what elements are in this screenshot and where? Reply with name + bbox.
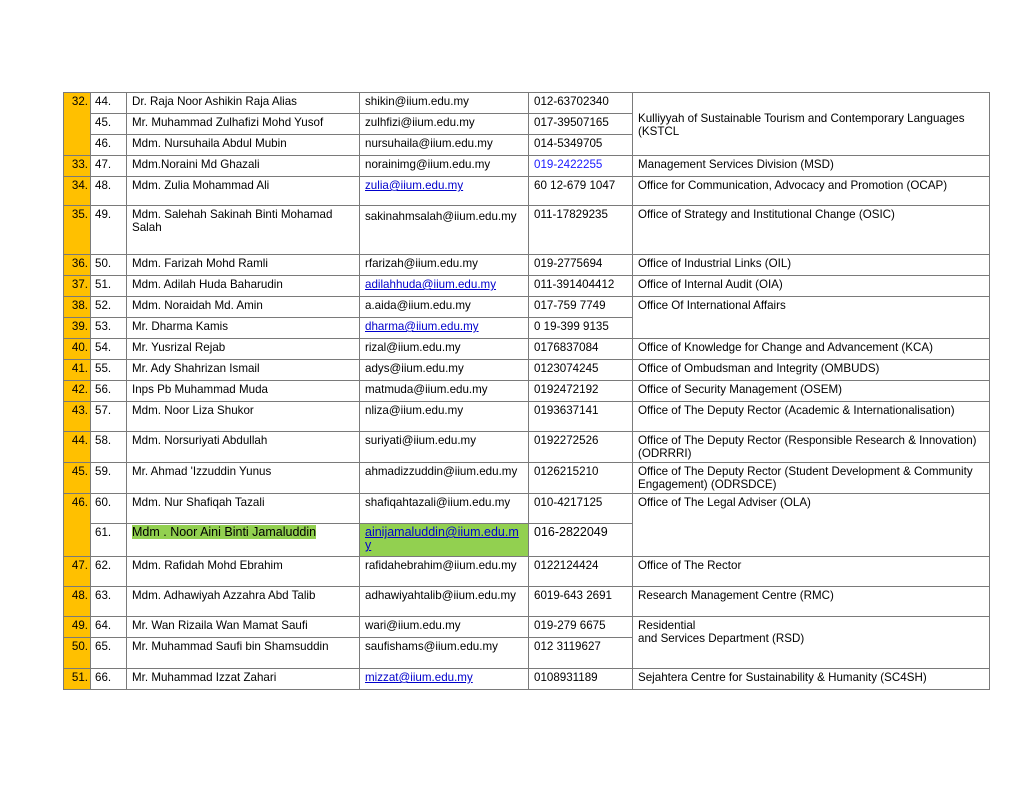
staff-name: Mdm. Norsuriyati Abdullah [127,432,360,463]
table-row [64,255,990,276]
table-row [64,93,990,114]
staff-name: Mdm. Farizah Mohd Ramli [127,255,360,276]
email[interactable]: rafidahebrahim@iium.edu.my [360,557,529,587]
group-number: 32. [64,93,91,156]
row-number: 51. [91,276,127,297]
staff-name: Mdm. Noor Liza Shukor [127,402,360,432]
staff-name: Mdm. Rafidah Mohd Ebrahim [127,557,360,587]
email[interactable] [360,276,529,297]
phone: 011-17829235 [529,206,633,255]
phone: 0126215210 [529,463,633,494]
table-row [64,206,990,255]
staff-name: Mr. Muhammad Izzat Zahari [127,669,360,690]
email-link[interactable]: adilahhuda@iium.edu.my [365,278,497,291]
group-number: 35. [64,206,91,255]
email[interactable] [360,524,529,557]
staff-name: Mdm. Noraidah Md. Amin [127,297,360,318]
staff-name: Mdm. Adhawiyah Azzahra Abd Talib [127,587,360,617]
email[interactable]: suriyati@iium.edu.my [360,432,529,463]
department: Management Services Division (MSD) [633,156,990,177]
phone: 017-759 7749 [529,297,633,318]
staff-contact-table [63,92,990,690]
email[interactable]: rfarizah@iium.edu.my [360,255,529,276]
phone: 0193637141 [529,402,633,432]
department: Residential and Services Department (RSD) [633,617,990,669]
row-number: 58. [91,432,127,463]
department: Office of The Deputy Rector (Responsible Research & Innovation) (ODRRRI) [633,432,990,463]
table-row [64,463,990,494]
group-number: 51. [64,669,91,690]
table-row [64,587,990,617]
email[interactable]: ahmadizzuddin@iium.edu.my [360,463,529,494]
email[interactable] [360,669,529,690]
group-number: 38. [64,297,91,318]
table-row [64,494,990,524]
phone: 019-279 6675 [529,617,633,638]
group-number: 43. [64,402,91,432]
group-number: 34. [64,177,91,206]
staff-name: Mr. Muhammad Saufi bin Shamsuddin [127,638,360,669]
row-number: 47. [91,156,127,177]
row-number: 63. [91,587,127,617]
row-number: 66. [91,669,127,690]
email[interactable]: sakinahmsalah@iium.edu.my [360,206,529,255]
group-number: 33. [64,156,91,177]
group-number: 48. [64,587,91,617]
staff-name: Mr. Yusrizal Rejab [127,339,360,360]
group-number: 37. [64,276,91,297]
highlighted-name: Mdm . Noor Aini Binti Jamaluddin [132,525,317,539]
table-row [64,360,990,381]
phone: 0192472192 [529,381,633,402]
row-number: 50. [91,255,127,276]
phone: 0122124424 [529,557,633,587]
group-number: 46. [64,494,91,557]
phone: 019-2422255 [529,156,633,177]
phone: 012 3119627 [529,638,633,669]
phone: 012-63702340 [529,93,633,114]
email[interactable]: adys@iium.edu.my [360,360,529,381]
row-number: 49. [91,206,127,255]
staff-name: Mr. Ady Shahrizan Ismail [127,360,360,381]
email[interactable]: a.aida@iium.edu.my [360,297,529,318]
table-row [64,381,990,402]
phone: 016-2822049 [529,524,633,557]
email[interactable]: adhawiyahtalib@iium.edu.my [360,587,529,617]
email[interactable]: wari@iium.edu.my [360,617,529,638]
phone: 6019-643 2691 [529,587,633,617]
phone: 0123074245 [529,360,633,381]
email-link[interactable]: zulia@iium.edu.my [365,179,464,192]
email[interactable]: zulhfizi@iium.edu.my [360,114,529,135]
table-row [64,557,990,587]
group-number: 49. [64,617,91,638]
staff-name: Mdm.Noraini Md Ghazali [127,156,360,177]
row-number: 44. [91,93,127,114]
department: Office for Communication, Advocacy and Promotion (OCAP) [633,177,990,206]
phone: 60 12-679 1047 [529,177,633,206]
department: Office of Knowledge for Change and Advancement (KCA) [633,339,990,360]
email[interactable]: rizal@iium.edu.my [360,339,529,360]
row-number: 53. [91,318,127,339]
department: Sejahtera Centre for Sustainability & Humanity (SC4SH) [633,669,990,690]
department: Office of The Legal Adviser (OLA) [633,494,990,557]
row-number: 60. [91,494,127,524]
phone: 0 19-399 9135 [529,318,633,339]
row-number: 54. [91,339,127,360]
row-number: 64. [91,617,127,638]
staff-name: Dr. Raja Noor Ashikin Raja Alias [127,93,360,114]
email[interactable] [360,177,529,206]
staff-name: Mr. Wan Rizaila Wan Mamat Saufi [127,617,360,638]
table-row [64,669,990,690]
department: Office of Strategy and Institutional Change (OSIC) [633,206,990,255]
email[interactable]: nliza@iium.edu.my [360,402,529,432]
group-number: 42. [64,381,91,402]
group-number: 50. [64,638,91,669]
email-link[interactable]: mizzat@iium.edu.my [365,671,473,684]
department: Kulliyyah of Sustainable Tourism and Contemporary Languages (KSTCL [633,93,990,156]
group-number: 41. [64,360,91,381]
phone: 0108931189 [529,669,633,690]
table-row [64,432,990,463]
row-number: 46. [91,135,127,156]
staff-name [127,524,360,557]
staff-name: Mr. Dharma Kamis [127,318,360,339]
staff-name: Mdm. Salehah Sakinah Binti Mohamad Salah [127,206,360,255]
group-number: 44. [64,432,91,463]
department: Office of The Deputy Rector (Student Development & Community Engagement) (ODRSDCE) [633,463,990,494]
group-number: 36. [64,255,91,276]
phone: 010-4217125 [529,494,633,524]
table-row [64,276,990,297]
email[interactable]: matmuda@iium.edu.my [360,381,529,402]
staff-name: Inps Pb Muhammad Muda [127,381,360,402]
staff-name: Mdm. Nursuhaila Abdul Mubin [127,135,360,156]
email[interactable]: shikin@iium.edu.my [360,93,529,114]
department: Office of Security Management (OSEM) [633,381,990,402]
table-row [64,339,990,360]
group-number: 47. [64,557,91,587]
row-number: 57. [91,402,127,432]
phone: 011-391404412 [529,276,633,297]
phone: 0176837084 [529,339,633,360]
email[interactable]: nursuhaila@iium.edu.my [360,135,529,156]
staff-name: Mr. Muhammad Zulhafizi Mohd Yusof [127,114,360,135]
group-number: 39. [64,318,91,339]
phone: 017-39507165 [529,114,633,135]
department: Office of Internal Audit (OIA) [633,276,990,297]
department: Office of The Deputy Rector (Academic & Internationalisation) [633,402,990,432]
row-number: 62. [91,557,127,587]
row-number: 55. [91,360,127,381]
row-number: 56. [91,381,127,402]
department: Research Management Centre (RMC) [633,587,990,617]
email[interactable] [360,318,529,339]
email[interactable]: saufishams@iium.edu.my [360,638,529,669]
email-link[interactable]: ainijamaluddin@iium.edu.my [365,525,519,552]
email[interactable]: shafiqahtazali@iium.edu.my [360,494,529,524]
table-row [64,617,990,638]
row-number: 65. [91,638,127,669]
phone: 019-2775694 [529,255,633,276]
row-number: 52. [91,297,127,318]
phone: 014-5349705 [529,135,633,156]
department: Office Of International Affairs [633,297,990,339]
row-number: 48. [91,177,127,206]
table-row [64,297,990,318]
staff-name: Mr. Ahmad 'Izzuddin Yunus [127,463,360,494]
row-number: 61. [91,524,127,557]
staff-name: Mdm. Zulia Mohammad Ali [127,177,360,206]
staff-name: Mdm. Adilah Huda Baharudin [127,276,360,297]
department: Office of Ombudsman and Integrity (OMBUDS) [633,360,990,381]
group-number: 40. [64,339,91,360]
table-row [64,177,990,206]
table-row [64,156,990,177]
phone: 0192272526 [529,432,633,463]
group-number: 45. [64,463,91,494]
department: Office of Industrial Links (OIL) [633,255,990,276]
row-number: 45. [91,114,127,135]
table-row [64,402,990,432]
staff-name: Mdm. Nur Shafiqah Tazali [127,494,360,524]
email[interactable]: norainimg@iium.edu.my [360,156,529,177]
row-number: 59. [91,463,127,494]
department: Office of The Rector [633,557,990,587]
email-link[interactable]: dharma@iium.edu.my [365,320,479,333]
